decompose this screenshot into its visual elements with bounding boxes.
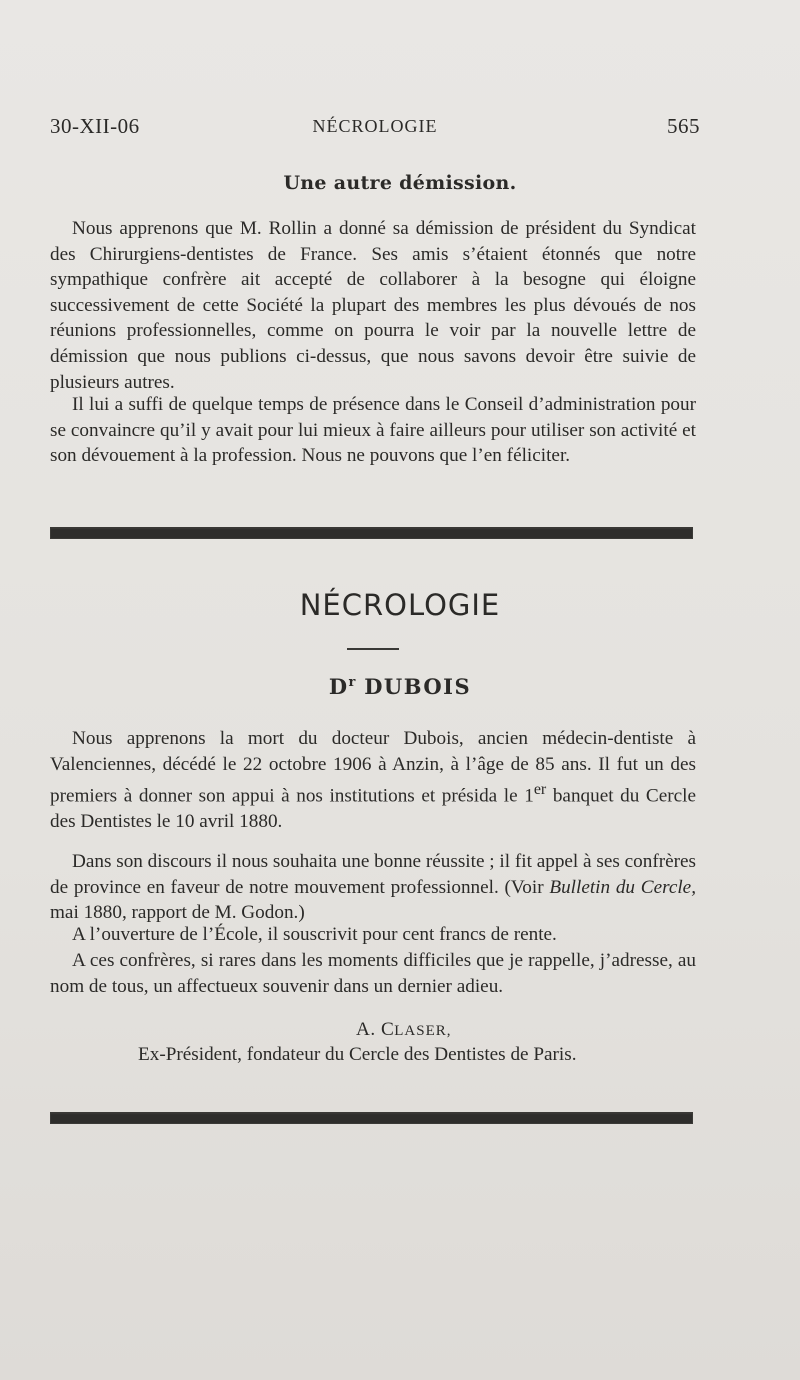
article-paragraph-2 [50, 392, 696, 469]
paragraph-text [50, 849, 696, 926]
running-head-section: NÉCROLOGIE [312, 116, 438, 136]
signature-initial: A. C [356, 1019, 395, 1040]
signature-role: Ex-Président, fondateur du Cercle des Dentistes de Paris. [138, 1044, 577, 1065]
obituary-paragraph-4 [50, 948, 696, 999]
article-title: Une autre démission. [283, 172, 517, 194]
subject-name: DUBOIS [355, 674, 472, 699]
article-paragraph-1 [50, 216, 696, 395]
obituary-paragraph-3 [50, 922, 696, 948]
ornamental-rule-top [50, 527, 693, 539]
obituary-paragraph-2 [50, 849, 696, 926]
text-run: banquet du Cercle des Dentistes le 10 avril 1880. [50, 785, 696, 833]
necrologie-heading: NÉCROLOGIE [299, 588, 501, 622]
signature-name [356, 1019, 452, 1041]
paragraph-text [50, 726, 696, 835]
page-number: 565 [667, 114, 700, 138]
text-run: mai 1880, rapport de M. Godon.) [50, 902, 305, 924]
paragraph-text: A ces confrères, si rares dans les moments difficiles que je rappelle, j’adresse, au nom de tous, un affectueux souvenir dans un dernier adieu. [50, 950, 696, 997]
running-head-date: 30-XII-06 [50, 114, 140, 138]
obituary-paragraph-1 [50, 726, 696, 835]
heading-divider [347, 648, 399, 650]
paragraph-text: A l’ouverture de l’École, il souscrivit pour cent francs de rente. [72, 924, 557, 945]
paragraph-text: Nous apprenons que M. Rollin a donné sa démission de président du Syndicat des Chirurgiens-dentistes de France. Ses amis s’étaient étonnés que notre sympathique confrère ait accepté de collaborer à la besogne qui éloigne successivement de cette Société la plupart des membres les plus dévoués de nos réunions professionnelles, comme on pourra le voir par la nouvelle lettre de démission que nous publions ci-dessus, que nous savons devoir être suivie de plusieurs autres. [50, 218, 696, 393]
running-head [50, 114, 700, 144]
paragraph-text: Il lui a suffi de quelque temps de présence dans le Conseil d’administration pour se convaincre qu’il y avait pour lui mieux à faire ailleurs pour utiliser son activité et son dévouement à la profession. Nous ne pouvons que l’en féliciter. [50, 394, 696, 467]
text-run: Dans son discours il nous souhaita une bonne réussite ; il fit appel à ses confrères de province en faveur de notre mouvement professionnel. (Voir [50, 851, 696, 898]
ordinal-sup: er [533, 781, 547, 799]
signature-smallcaps: LASER, [394, 1023, 452, 1039]
obituary-subject [0, 674, 800, 699]
publication-title: Bulletin du Cercle, [549, 876, 696, 898]
ornamental-rule-bottom [50, 1112, 693, 1124]
subject-prefix: D [328, 674, 349, 699]
subject-prefix-sup: r [348, 675, 356, 690]
text-run: Nous apprenons la mort du docteur Dubois, ancien médecin-dentiste à Valenciennes, décédé le 22 octobre 1906 à Anzin, à l’âge de 85 ans. Il fut un des premiers à donner son appui à nos institutions et présida le 1 [50, 728, 696, 807]
